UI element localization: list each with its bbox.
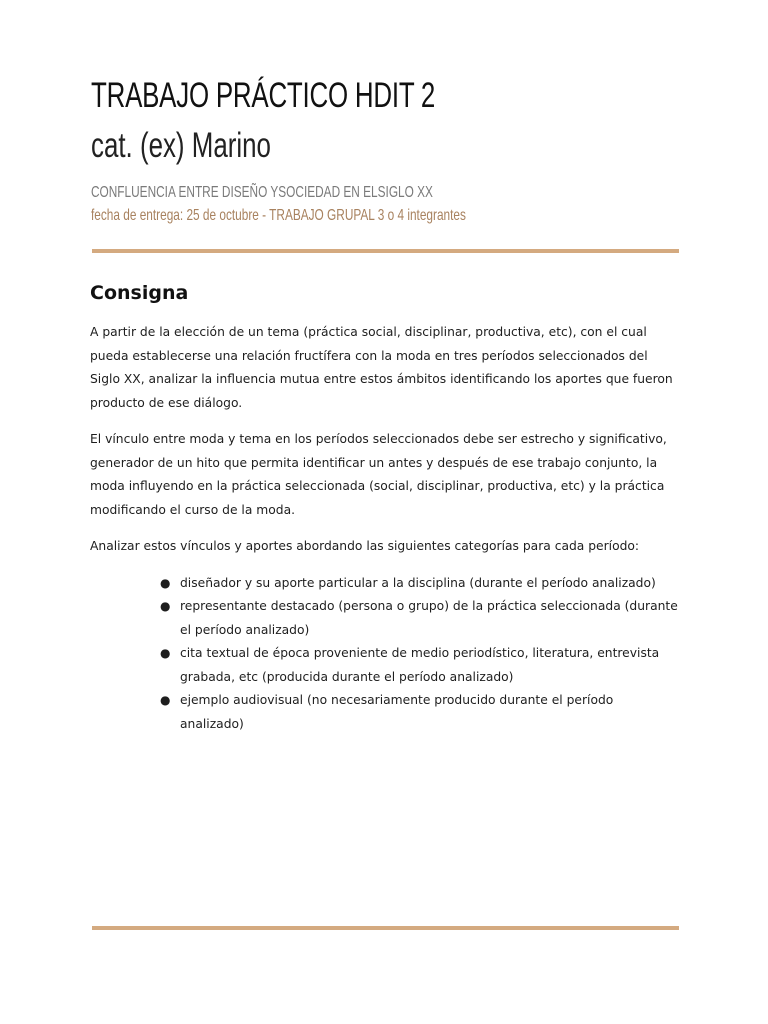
list-item-text: ejemplo audiovisual (no necesariamente producido durante el período analizado) xyxy=(180,693,614,731)
paragraph-2: El vínculo entre moda y tema en los períodos seleccionados debe ser estrecho y significativo, generador de un hito que permita identificar un antes y después de ese trabajo conjunto, la moda influyendo en la práctica seleccionada (social, disciplinar, productiva, etc) y la práctica modificando el curso de la moda. xyxy=(90,432,667,517)
bullet-icon: ● xyxy=(160,575,171,590)
list-item-text: cita textual de época proveniente de medio periodístico, literatura, entrevista grabada, etc (producida durante el período analizado) xyxy=(180,646,660,684)
document-subtitle: cat. (ex) Marino xyxy=(91,126,271,165)
bottom-divider xyxy=(92,926,679,930)
bullet-icon: ● xyxy=(160,646,171,660)
category-list xyxy=(90,572,680,737)
due-date-line: fecha de entrega: 25 de octubre - TRABAJO GRUPAL 3 o 4 integrantes xyxy=(91,207,466,224)
list-item xyxy=(160,689,680,736)
list-item-text: diseñador y su aporte particular a la disciplina (durante el período analizado) xyxy=(180,575,656,590)
paragraph-1: A partir de la elección de un tema (práctica social, disciplinar, productiva, etc), con el cual pueda establecerse una relación fructífera con la moda en tres períodos seleccionados del Siglo XX, analizar la influencia mutua entre estos ámbitos identificando los aportes que fueron producto de ese diálogo. xyxy=(90,325,673,410)
paragraph-3: Analizar estos vínculos y aportes abordando las siguientes categorías para cada período: xyxy=(90,539,640,553)
section-heading: Consigna xyxy=(90,282,189,304)
list-item xyxy=(160,572,680,596)
document-kicker: CONFLUENCIA ENTRE DISEÑO YSOCIEDAD EN ELSIGLO XX xyxy=(91,184,433,201)
bullet-icon: ● xyxy=(160,599,171,613)
top-divider xyxy=(92,249,679,253)
list-item-text: representante destacado (persona o grupo) de la práctica seleccionada (durante el período analizado) xyxy=(180,599,678,637)
document-title: TRABAJO PRÁCTICO HDIT 2 xyxy=(91,76,436,115)
section-body xyxy=(90,321,680,736)
list-item xyxy=(160,642,680,689)
bullet-icon: ● xyxy=(160,693,171,707)
list-item xyxy=(160,595,680,642)
